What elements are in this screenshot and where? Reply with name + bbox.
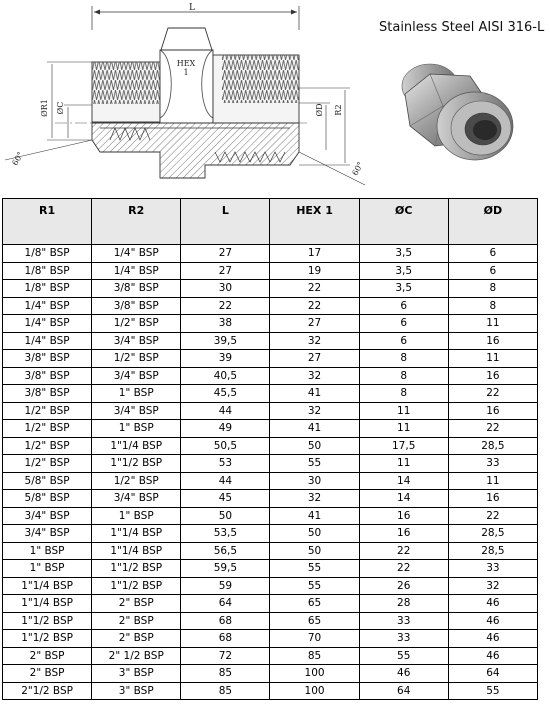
table-row [3, 385, 538, 403]
cell-d: 22 [448, 420, 537, 438]
cell-d: 64 [448, 665, 537, 683]
table-row [3, 612, 538, 630]
d-label: ØD [315, 103, 324, 117]
cell-d: 28,5 [448, 525, 537, 543]
cell-r1: 1" BSP [3, 560, 92, 578]
cell-l: 68 [181, 630, 270, 648]
cell-hex1: 55 [270, 560, 359, 578]
cell-r2: 2" 1/2 BSP [92, 647, 181, 665]
cell-hex1: 50 [270, 525, 359, 543]
table-header [3, 199, 538, 245]
cell-r2: 3" BSP [92, 665, 181, 683]
cell-c: 11 [359, 402, 448, 420]
product-photo [375, 46, 535, 186]
header-c: ØC [359, 199, 448, 245]
cell-l: 30 [181, 280, 270, 298]
cell-c: 28 [359, 595, 448, 613]
cell-l: 44 [181, 472, 270, 490]
cell-r1: 1"1/2 BSP [3, 630, 92, 648]
cell-hex1: 50 [270, 437, 359, 455]
length-label: L [189, 3, 195, 13]
cell-r2: 1"1/2 BSP [92, 577, 181, 595]
angle-right-label: 60° [350, 160, 366, 178]
cell-r1: 1"1/2 BSP [3, 612, 92, 630]
cell-d: 55 [448, 682, 537, 700]
cell-d: 28,5 [448, 542, 537, 560]
cell-r1: 1"1/4 BSP [3, 577, 92, 595]
cell-c: 11 [359, 420, 448, 438]
cell-hex1: 65 [270, 595, 359, 613]
cell-r1: 5/8" BSP [3, 472, 92, 490]
cell-r1: 1/8" BSP [3, 280, 92, 298]
cell-d: 33 [448, 560, 537, 578]
cell-l: 27 [181, 245, 270, 263]
table-row [3, 420, 538, 438]
cell-l: 40,5 [181, 367, 270, 385]
cell-l: 39,5 [181, 332, 270, 350]
header-r1: R1 [3, 199, 92, 245]
cell-l: 59,5 [181, 560, 270, 578]
hex-number: 1 [183, 68, 189, 77]
cell-d: 33 [448, 455, 537, 473]
cell-hex1: 27 [270, 350, 359, 368]
cell-r1: 5/8" BSP [3, 490, 92, 508]
cell-d: 16 [448, 367, 537, 385]
header-r2: R2 [92, 199, 181, 245]
header-row [3, 199, 538, 245]
cell-d: 22 [448, 507, 537, 525]
table-row [3, 350, 538, 368]
cell-c: 26 [359, 577, 448, 595]
cell-l: 50 [181, 507, 270, 525]
hex-label: HEX [176, 59, 196, 68]
cell-hex1: 100 [270, 682, 359, 700]
cell-c: 16 [359, 525, 448, 543]
cell-c: 33 [359, 630, 448, 648]
cell-d: 8 [448, 280, 537, 298]
cell-hex1: 50 [270, 542, 359, 560]
table-row [3, 280, 538, 298]
cell-l: 38 [181, 315, 270, 333]
cell-c: 8 [359, 385, 448, 403]
cell-r2: 3/4" BSP [92, 332, 181, 350]
cell-hex1: 19 [270, 262, 359, 280]
cell-l: 49 [181, 420, 270, 438]
cell-c: 22 [359, 560, 448, 578]
header-l: L [181, 199, 270, 245]
cell-hex1: 32 [270, 490, 359, 508]
material-label: Stainless Steel AISI 316-L [379, 20, 545, 35]
table-row [3, 315, 538, 333]
table-row [3, 542, 538, 560]
cell-l: 22 [181, 297, 270, 315]
cell-hex1: 70 [270, 630, 359, 648]
cell-l: 27 [181, 262, 270, 280]
cell-c: 16 [359, 507, 448, 525]
cell-r1: 1/2" BSP [3, 402, 92, 420]
cell-r1: 1/8" BSP [3, 262, 92, 280]
cell-r1: 1/4" BSP [3, 297, 92, 315]
technical-drawing [0, 0, 370, 196]
cell-r1: 2" BSP [3, 647, 92, 665]
cell-r1: 2" BSP [3, 665, 92, 683]
cell-c: 14 [359, 490, 448, 508]
cell-l: 45 [181, 490, 270, 508]
cell-r2: 1"1/2 BSP [92, 560, 181, 578]
cell-r1: 1/4" BSP [3, 315, 92, 333]
cell-r1: 3/4" BSP [3, 525, 92, 543]
table-row [3, 367, 538, 385]
table-row [3, 245, 538, 263]
cell-hex1: 55 [270, 455, 359, 473]
cell-hex1: 22 [270, 297, 359, 315]
table-row [3, 402, 538, 420]
cell-c: 11 [359, 455, 448, 473]
cell-r2: 1"1/4 BSP [92, 525, 181, 543]
cell-hex1: 65 [270, 612, 359, 630]
cell-hex1: 41 [270, 420, 359, 438]
cell-r1: 1/2" BSP [3, 437, 92, 455]
cell-l: 59 [181, 577, 270, 595]
table-row [3, 455, 538, 473]
cell-d: 46 [448, 612, 537, 630]
cell-d: 46 [448, 647, 537, 665]
table-row [3, 437, 538, 455]
cell-r1: 3/8" BSP [3, 385, 92, 403]
cell-r1: 1/2" BSP [3, 420, 92, 438]
table-row [3, 262, 538, 280]
cell-l: 56,5 [181, 542, 270, 560]
cell-c: 6 [359, 332, 448, 350]
cell-r2: 1" BSP [92, 507, 181, 525]
cell-l: 85 [181, 682, 270, 700]
specification-table [2, 198, 538, 700]
table-row [3, 630, 538, 648]
cell-r2: 1/4" BSP [92, 262, 181, 280]
cell-c: 3,5 [359, 280, 448, 298]
cell-hex1: 30 [270, 472, 359, 490]
cell-r1: 1"1/4 BSP [3, 595, 92, 613]
cell-r1: 1/2" BSP [3, 455, 92, 473]
cell-hex1: 17 [270, 245, 359, 263]
cell-d: 46 [448, 630, 537, 648]
cell-l: 64 [181, 595, 270, 613]
cell-d: 6 [448, 245, 537, 263]
cell-c: 46 [359, 665, 448, 683]
cell-r1: 1/4" BSP [3, 332, 92, 350]
cell-r2: 1"1/4 BSP [92, 542, 181, 560]
cell-d: 16 [448, 402, 537, 420]
cell-c: 17,5 [359, 437, 448, 455]
c-label: ØC [56, 101, 65, 115]
cell-r2: 3/4" BSP [92, 490, 181, 508]
cell-r1: 3/8" BSP [3, 367, 92, 385]
cell-r1: 3/4" BSP [3, 507, 92, 525]
cell-c: 33 [359, 612, 448, 630]
cell-r2: 1/2" BSP [92, 472, 181, 490]
cell-c: 22 [359, 542, 448, 560]
cell-r2: 1"1/4 BSP [92, 437, 181, 455]
cell-d: 46 [448, 595, 537, 613]
cell-hex1: 32 [270, 402, 359, 420]
cell-r2: 2" BSP [92, 612, 181, 630]
cell-hex1: 41 [270, 385, 359, 403]
cell-l: 50,5 [181, 437, 270, 455]
cell-c: 3,5 [359, 245, 448, 263]
cell-r2: 1"1/2 BSP [92, 455, 181, 473]
cell-d: 28,5 [448, 437, 537, 455]
cell-l: 85 [181, 665, 270, 683]
cell-d: 11 [448, 472, 537, 490]
cell-r2: 3/4" BSP [92, 367, 181, 385]
cell-r2: 1/4" BSP [92, 245, 181, 263]
cell-c: 6 [359, 315, 448, 333]
table-row [3, 682, 538, 700]
cell-r2: 2" BSP [92, 595, 181, 613]
cell-r2: 1/2" BSP [92, 315, 181, 333]
cell-l: 53,5 [181, 525, 270, 543]
cell-l: 72 [181, 647, 270, 665]
cell-r2: 1" BSP [92, 420, 181, 438]
cell-l: 45,5 [181, 385, 270, 403]
cell-l: 68 [181, 612, 270, 630]
cell-r2: 3/4" BSP [92, 402, 181, 420]
cell-c: 64 [359, 682, 448, 700]
cell-d: 8 [448, 297, 537, 315]
cell-d: 22 [448, 385, 537, 403]
cell-c: 6 [359, 297, 448, 315]
table-row [3, 297, 538, 315]
table-row [3, 577, 538, 595]
cell-d: 11 [448, 350, 537, 368]
table-row [3, 490, 538, 508]
cell-l: 39 [181, 350, 270, 368]
table-row [3, 560, 538, 578]
cell-r1: 1" BSP [3, 542, 92, 560]
cell-d: 6 [448, 262, 537, 280]
header-d: ØD [448, 199, 537, 245]
cell-c: 8 [359, 350, 448, 368]
table-row [3, 525, 538, 543]
cell-r2: 1/2" BSP [92, 350, 181, 368]
table-row [3, 665, 538, 683]
cell-r1: 1/8" BSP [3, 245, 92, 263]
cell-hex1: 22 [270, 280, 359, 298]
cell-hex1: 100 [270, 665, 359, 683]
cell-c: 3,5 [359, 262, 448, 280]
table-body [3, 245, 538, 700]
cell-d: 11 [448, 315, 537, 333]
cell-hex1: 41 [270, 507, 359, 525]
r1-label: ØR1 [40, 99, 49, 117]
table-row [3, 507, 538, 525]
cell-c: 8 [359, 367, 448, 385]
cell-l: 44 [181, 402, 270, 420]
cell-hex1: 55 [270, 577, 359, 595]
header-hex1: HEX 1 [270, 199, 359, 245]
table-row [3, 472, 538, 490]
cell-d: 16 [448, 332, 537, 350]
cell-l: 53 [181, 455, 270, 473]
cell-r2: 2" BSP [92, 630, 181, 648]
r2-label: R2 [334, 104, 343, 116]
cell-r1: 2"1/2 BSP [3, 682, 92, 700]
cell-hex1: 32 [270, 332, 359, 350]
cell-r2: 3" BSP [92, 682, 181, 700]
cell-r2: 3/8" BSP [92, 297, 181, 315]
cell-r2: 1" BSP [92, 385, 181, 403]
cell-r2: 3/8" BSP [92, 280, 181, 298]
table-row [3, 595, 538, 613]
cell-c: 14 [359, 472, 448, 490]
table-row [3, 647, 538, 665]
cell-hex1: 32 [270, 367, 359, 385]
table-row [3, 332, 538, 350]
cell-hex1: 27 [270, 315, 359, 333]
cell-d: 16 [448, 490, 537, 508]
cell-hex1: 85 [270, 647, 359, 665]
cell-c: 55 [359, 647, 448, 665]
cell-d: 32 [448, 577, 537, 595]
cell-r1: 3/8" BSP [3, 350, 92, 368]
angle-left-label: 60° [10, 150, 26, 168]
